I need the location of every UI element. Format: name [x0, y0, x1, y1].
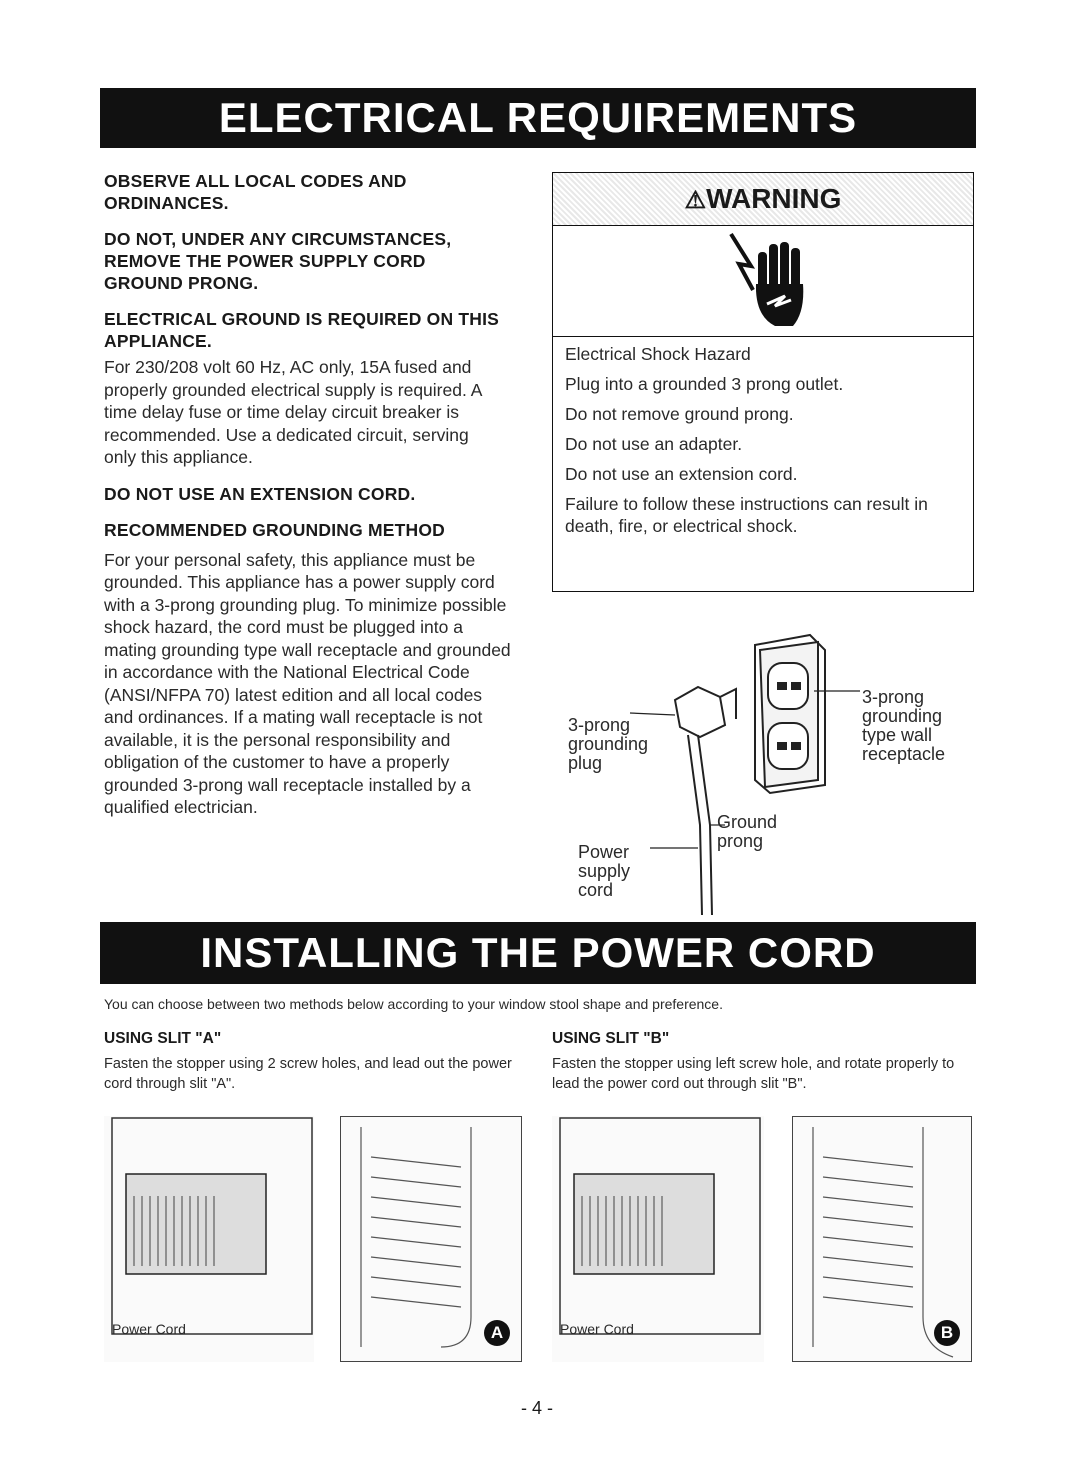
- label-power-cord-b: Power Cord: [560, 1321, 634, 1337]
- label-power-cord-a: Power Cord: [112, 1321, 186, 1337]
- warning-line: Do not use an extension cord.: [565, 464, 798, 484]
- shock-hazard-figure: [553, 226, 973, 337]
- section-banner-power-cord: INSTALLING THE POWER CORD: [100, 922, 976, 984]
- warning-triangle-icon: ⚠: [684, 187, 707, 214]
- label-power-cord: Power supply cord: [578, 842, 631, 900]
- paragraph-supply: For 230/208 volt 60 Hz, AC only, 15A fused and properly grounded electrical supply is required. A time delay fuse or time delay circuit breaker is recommended. Use a dedicated circuit, serving only this appliance.: [104, 357, 482, 467]
- heading-slit-a: USING SLIT "A": [104, 1030, 222, 1047]
- page-number: - 4 -: [520, 1398, 553, 1418]
- warning-line: Do not remove ground prong.: [565, 404, 794, 424]
- warning-line: Do not use an adapter.: [565, 434, 743, 454]
- heading-ground-required: ELECTRICAL GROUND IS REQUIRED ON THIS APPLIANCE.: [104, 309, 500, 351]
- warning-line: Electrical Shock Hazard: [565, 344, 751, 364]
- label-ground-prong: Ground prong: [717, 812, 778, 851]
- warning-line: Plug into a grounded 3 prong outlet.: [565, 374, 844, 394]
- text-slit-a: Fasten the stopper using 2 screw holes, and lead out the power cord through slit "A".: [104, 1056, 512, 1092]
- warning-line: Failure to follow these instructions can result in death, fire, or electrical shock.: [565, 494, 928, 536]
- text-slit-b: Fasten the stopper using left screw hole, and rotate properly to lead the power cord out through slit "B".: [552, 1056, 955, 1092]
- electric-shock-hand-icon: [553, 226, 973, 336]
- badge-a: A: [484, 1320, 510, 1346]
- badge-b: B: [934, 1320, 960, 1346]
- heading-extension: DO NOT USE AN EXTENSION CORD.: [104, 483, 416, 504]
- label-plug: 3-prong grounding plug: [568, 715, 649, 773]
- install-intro: You can choose between two methods below according to your window stool shape and preference.: [104, 996, 723, 1012]
- warning-title: WARNING: [706, 183, 842, 214]
- heading-observe: OBSERVE ALL LOCAL CODES AND ORDINANCES.: [104, 171, 407, 213]
- warning-lines: [553, 337, 973, 537]
- left-column: [104, 170, 524, 833]
- warning-header: [553, 173, 973, 226]
- heading-ground-prong: DO NOT, UNDER ANY CIRCUMSTANCES, REMOVE THE POWER SUPPLY CORD GROUND PRONG.: [104, 229, 452, 293]
- heading-slit-b: USING SLIT "B": [552, 1030, 670, 1047]
- paragraph-grounding: For your personal safety, this appliance must be grounded. This appliance has a power supply cord with a 3-prong grounding plug. To minimize possible shock hazard, the cord must be plugged into a mating grounding type wall receptacle and grounded in accordance with the National Electrical Code (ANSI/NFPA 70) latest edition and all local codes and ordinances. If a mating wall receptacle is not available, it is the personal responsibility and obligation of the customer to have a properly grounded 3-prong wall receptacle installed by a qualified electrician.: [104, 549, 511, 817]
- warning-box: [552, 172, 974, 592]
- heading-grounding-method: RECOMMENDED GROUNDING METHOD: [104, 519, 446, 540]
- section-banner-electrical: ELECTRICAL REQUIREMENTS: [100, 88, 976, 148]
- label-receptacle: 3-prong grounding type wall receptacle: [862, 687, 946, 764]
